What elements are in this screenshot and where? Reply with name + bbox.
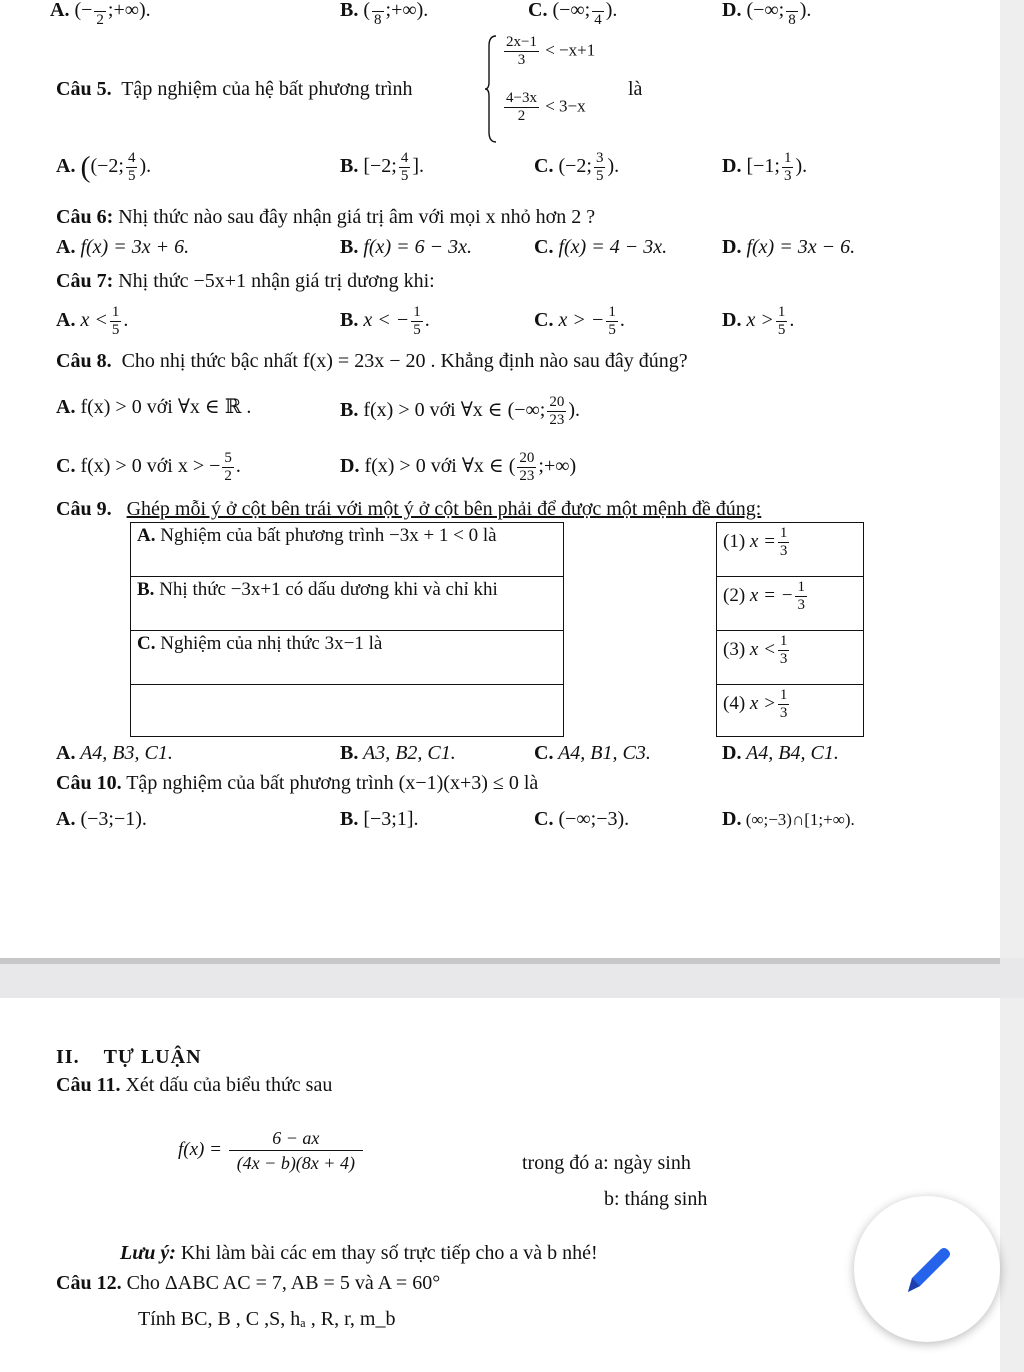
q7-option-c[interactable]: C. x > − $\frac{1}{5}$ . [534,304,625,338]
q10-option-a[interactable]: A. (−3;−1). [56,808,147,830]
q6-option-a[interactable]: A. f(x) = 3x + 6. [56,236,190,258]
q6-stem: Câu 6: Nhị thức nào sau đây nhận giá trị âm với mọi x nhỏ hơn 2 ? [56,206,596,228]
q9-option-b[interactable]: B. A3, B2, C1. [340,742,456,764]
q7-option-a[interactable]: A. x < $\frac{1}{5}$ . [56,304,129,338]
part2-heading: II. TỰ LUẬN [56,1046,202,1068]
q5-option-c[interactable]: C. (−2; $\frac{3}{5}$ ). [534,150,620,184]
q8-option-c[interactable]: C. f(x) > 0 với x > − $\frac{5}{2}$ . [56,450,241,484]
q11-formula: f(x) = $\frac{6 - ax}{(4x - b)(8x + 4)}$ [178,1126,365,1175]
q9-option-c[interactable]: C. A4, B1, C3. [534,742,651,764]
q8-stem: Câu 8. Cho nhị thức bậc nhất f(x) = 23x − 20 . Khẳng định nào sau đây đúng? [56,350,688,372]
q9-left-row: C. Nghiệm của nhị thức 3x−1 là [131,631,564,685]
q9-stem: Câu 9. Ghép mỗi ý ở cột bên trái với một ý ở cột bên phải để được một mệnh đề đúng: [56,498,762,520]
q10-option-c[interactable]: C. (−∞;−3). [534,808,630,830]
q12-task: Tính BC, B , C ,S, hₐ , R, r, m_b [138,1308,396,1330]
q5-stem: Câu 5. Tập nghiệm của hệ bất phương trình [56,78,413,100]
q11-note-b: b: tháng sinh [604,1188,708,1210]
q5-tail: là [628,78,643,100]
top-option-d: D. (−∞; 8 ). [722,0,811,29]
q11-stem: Câu 11. Xét dấu của biểu thức sau [56,1074,333,1096]
top-option-b: B. ( 8 ;+∞). [340,0,428,29]
q8-option-d[interactable]: D. f(x) > 0 với ∀x ∈ ( $\frac{20}{23}$ ;+∞) [340,450,577,484]
q9-option-a[interactable]: A. A4, B3, C1. [56,742,173,764]
q10-option-d[interactable]: D. (∞;−3)∩[1;+∞). [722,808,855,830]
q7-option-b[interactable]: B. x < − $\frac{1}{5}$ . [340,304,430,338]
q5-option-b[interactable]: B. [−2; $\frac{4}{5}$ ]. [340,150,425,184]
pencil-icon[interactable] [898,1242,956,1300]
q11-note-a: trong đó a: ngày sinh [522,1152,691,1174]
q5-option-d[interactable]: D. [−1; $\frac{1}{3}$ ). [722,150,808,184]
q9-left-table [130,522,564,737]
q9-left-row [131,685,564,737]
q5-option-a[interactable]: A. ((−2; $\frac{4}{5}$ ). [56,150,152,184]
q9-right-row: (3) x < $\frac{1}{3}$ [717,631,864,685]
q7-stem: Câu 7: Nhị thức −5x+1 nhận giá trị dương khi: [56,270,435,292]
top-option-a: A. (− 2 ;+∞). [50,0,151,29]
q9-right-table [716,522,864,737]
q9-left-row: A. Nghiệm của bất phương trình −3x + 1 < 0 là [131,523,564,577]
note-luu-y: Lưu ý: Khi làm bài các em thay số trực tiếp cho a và b nhé! [120,1242,598,1264]
q12-stem: Câu 12. Cho ΔABC AC = 7, AB = 5 và A = 60° [56,1272,441,1294]
q10-option-b[interactable]: B. [−3;1]. [340,808,419,830]
q7-option-d[interactable]: D. x > $\frac{1}{5}$ . [722,304,795,338]
q9-right-row: (2) x = − $\frac{1}{3}$ [717,577,864,631]
q10-stem: Câu 10. Tập nghiệm của bất phương trình (x−1)(x+3) ≤ 0 là [56,772,539,794]
top-option-c: C. (−∞; 4 ). [528,0,617,29]
page-break [0,958,1024,998]
page-edge [1000,0,1024,1372]
q9-right-row: (1) x = $\frac{1}{3}$ [717,523,864,577]
q6-option-d[interactable]: D. f(x) = 3x − 6. [722,236,856,258]
q9-left-row: B. Nhị thức −3x+1 có dấu dương khi và chỉ khi [131,577,564,631]
q6-option-b[interactable]: B. f(x) = 6 − 3x. [340,236,472,258]
q9-option-d[interactable]: D. A4, B4, C1. [722,742,839,764]
brace-icon [484,34,498,144]
q8-option-b[interactable]: B. f(x) > 0 với ∀x ∈ (−∞; $\frac{20}{23}$ ). [340,394,581,428]
q6-option-c[interactable]: C. f(x) = 4 − 3x. [534,236,668,258]
q8-option-a[interactable]: A. f(x) > 0 với ∀x ∈ ℝ . [56,396,252,418]
q9-right-row: (4) x > $\frac{1}{3}$ [717,685,864,737]
